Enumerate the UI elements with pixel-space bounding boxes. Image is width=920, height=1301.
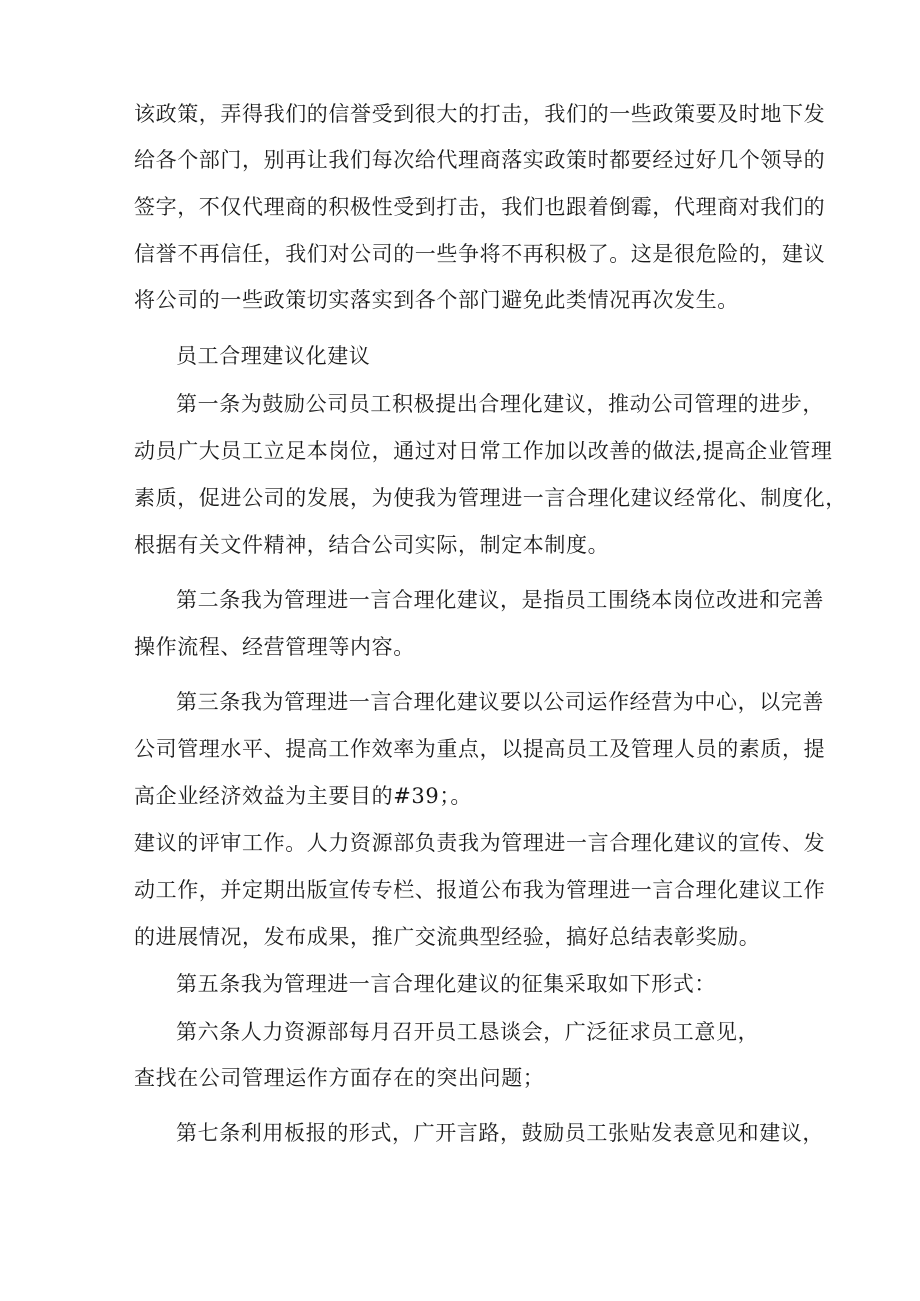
section-heading: 员工合理建议化建议 bbox=[176, 344, 371, 368]
text-line: 第三条我为管理进一言合理化建议要以公司运作经营为中心，以完善 bbox=[176, 690, 824, 714]
text-line: 将公司的一些政策切实落实到各个部门避免此类情况再次发生。 bbox=[134, 288, 739, 312]
text-line: 第七条利用板报的形式，广开言路，鼓励员工张贴发表意见和建议， bbox=[176, 1121, 824, 1145]
text-line: 查找在公司管理运作方面存在的突出问题； bbox=[134, 1066, 545, 1090]
text-line: 第六条人力资源部每月召开员工恳谈会，广泛征求员工意见， bbox=[176, 1020, 760, 1044]
text-line: 素质，促进公司的发展，为使我为管理进一言合理化建议经常化、制度化， bbox=[134, 486, 847, 510]
text-line: 动工作，并定期出版宣传专栏、报道公布我为管理进一言合理化建议工作 bbox=[134, 878, 826, 902]
text-line: 给各个部门，别再让我们每次给代理商落实政策时都要经过好几个领导的 bbox=[134, 148, 826, 172]
text-line: 公司管理水平、提高工作效率为重点，以提高员工及管理人员的素质，提 bbox=[134, 737, 826, 761]
text-line: 信誉不再信任，我们对公司的一些争将不再积极了。这是很危险的，建议 bbox=[134, 242, 826, 266]
text-line: 该政策，弄得我们的信誉受到很大的打击，我们的一些政策要及时地下发 bbox=[134, 102, 826, 126]
text-line: 根据有关文件精神，结合公司实际，制定本制度。 bbox=[134, 533, 610, 557]
text-line: 动员广大员工立足本岗位，通过对日常工作加以改善的做法,提高企业管理 bbox=[134, 439, 833, 463]
text-line: 的进展情况，发布成果，推广交流典型经验，搞好总结表彰奖励。 bbox=[134, 925, 761, 949]
text-line: 第二条我为管理进一言合理化建议，是指员工围绕本岗位改进和完善 bbox=[176, 588, 824, 612]
text-line: 签字，不仅代理商的积极性受到打击，我们也跟着倒霉，代理商对我们的 bbox=[134, 195, 826, 219]
text-line: 第一条为鼓励公司员工积极提出合理化建议，推动公司管理的进步， bbox=[176, 392, 824, 416]
text-line: 操作流程、经营管理等内容。 bbox=[134, 635, 415, 659]
text-line: 第五条我为管理进一言合理化建议的征集采取如下形式： bbox=[176, 972, 716, 996]
text-line: 高企业经济效益为主要目的#39；。 bbox=[134, 784, 473, 808]
text-line: 建议的评审工作。人力资源部负责我为管理进一言合理化建议的宣传、发 bbox=[134, 831, 826, 855]
